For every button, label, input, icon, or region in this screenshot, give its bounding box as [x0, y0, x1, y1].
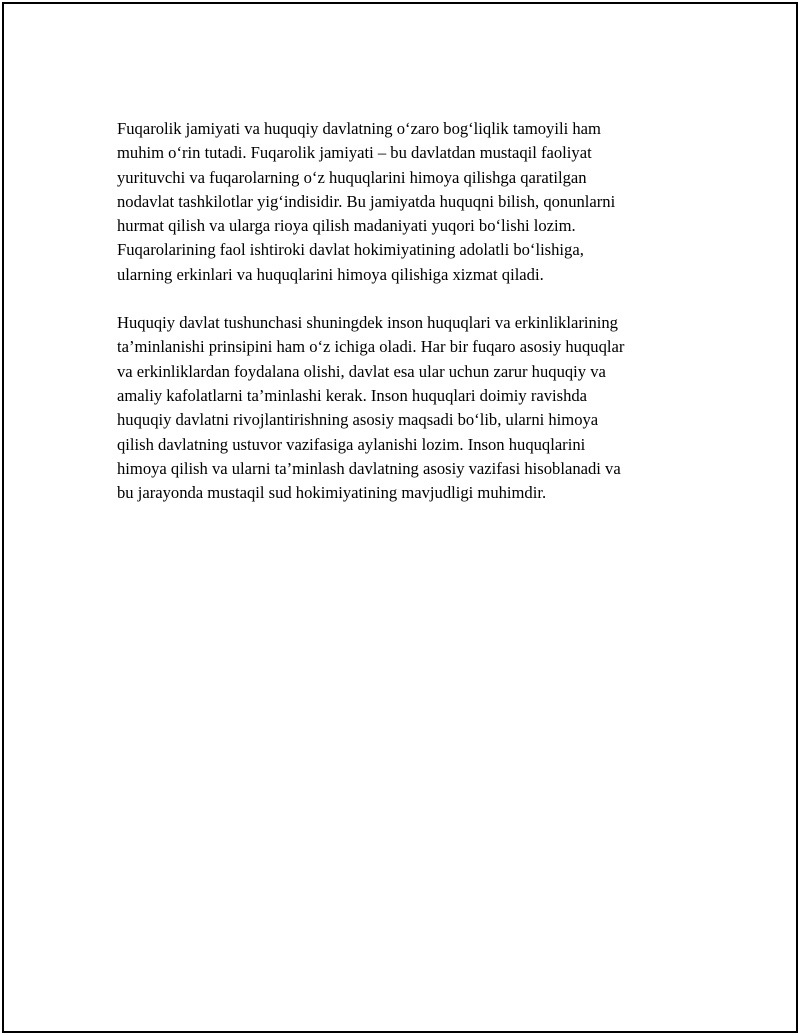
- text-line: yurituvchi va fuqarolarning o‘z huquqlarini himoya qilishga qaratilgan: [117, 167, 587, 187]
- text-line: himoya qilish va ularni ta’minlash davlatning asosiy vazifasi hisoblanadi va: [117, 458, 621, 478]
- text-line: muhim o‘rin tutadi. Fuqarolik jamiyati – bu davlatdan mustaqil faoliyat: [117, 143, 592, 163]
- document-body: [117, 117, 697, 505]
- text-line: ta’minlanishi prinsipini ham o‘z ichiga oladi. Har bir fuqaro asosiy huquqlar: [117, 337, 625, 357]
- text-line: nodavlat tashkilotlar yig‘indisidir. Bu jamiyatda huquqni bilish, qonunlarni: [117, 191, 616, 211]
- text-line: Fuqarolik jamiyati va huquqiy davlatning o‘zaro bog‘liqlik tamoyili ham: [117, 119, 601, 138]
- text-line: amaliy kafolatlarni ta’minlashi kerak. Inson huquqlari doimiy ravishda: [117, 385, 588, 405]
- text-line: huquqiy davlatni rivojlantirishning asosiy maqsadi bo‘lib, ularni himoya: [117, 410, 599, 430]
- text-line: ularning erkinlari va huquqlarini himoya qilishiga xizmat qiladi.: [117, 264, 544, 284]
- paragraph-1: [117, 117, 697, 287]
- text-line: Huquqiy davlat tushunchasi shuningdek inson huquqlari va erkinliklarining: [117, 313, 618, 333]
- text-line: qilish davlatning ustuvor vazifasiga aylanishi lozim. Inson huquqlarini: [117, 434, 586, 454]
- paragraph-2: [117, 311, 697, 505]
- text-line: bu jarayonda mustaqil sud hokimiyatining mavjudligi muhimdir.: [117, 483, 547, 503]
- text-line: Fuqarolarining faol ishtiroki davlat hokimiyatining adolatli bo‘lishiga,: [117, 240, 584, 260]
- text-line: va erkinliklardan foydalana olishi, davlat esa ular uchun zarur huquqiy va: [117, 361, 606, 381]
- text-line: hurmat qilish va ularga rioya qilish madaniyati yuqori bo‘lishi lozim.: [117, 216, 576, 236]
